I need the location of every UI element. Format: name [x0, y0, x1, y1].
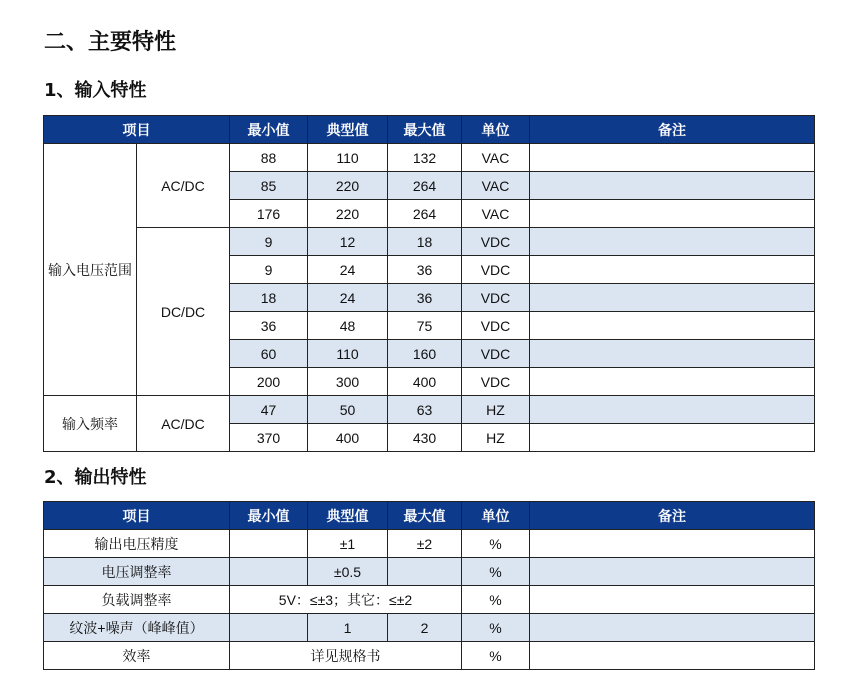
ac-dc-label: AC/DC: [137, 144, 230, 228]
section-heading-output: 2、输出特性: [44, 467, 147, 488]
cell-max: 264: [388, 200, 462, 228]
header-unit: 单位: [462, 116, 530, 144]
header-max: 最大值: [388, 116, 462, 144]
cell-max: 400: [388, 368, 462, 396]
output-characteristics-table: [43, 501, 815, 670]
cell-note: [530, 530, 815, 558]
cell-min: 85: [230, 172, 308, 200]
cell-typ: 300: [308, 368, 388, 396]
cell-max: [388, 558, 462, 586]
cell-max: 36: [388, 284, 462, 312]
cell-min: 9: [230, 228, 308, 256]
header-max: 最大值: [388, 502, 462, 530]
cell-typ: 24: [308, 284, 388, 312]
cell-max: 2: [388, 614, 462, 642]
cell-unit: VDC: [462, 340, 530, 368]
cell-note: [530, 368, 815, 396]
header-unit: 单位: [462, 502, 530, 530]
cell-unit: %: [462, 586, 530, 614]
cell-merged-values: 5V：≤±3；其它：≤±2: [230, 586, 462, 614]
cell-min: 176: [230, 200, 308, 228]
header-typ: 典型值: [308, 502, 388, 530]
cell-item: 效率: [44, 642, 230, 670]
header-note: 备注: [530, 502, 815, 530]
cell-note: [530, 396, 815, 424]
cell-min: 18: [230, 284, 308, 312]
cell-min: [230, 614, 308, 642]
table-row: [44, 558, 815, 586]
cell-max: 132: [388, 144, 462, 172]
cell-note: [530, 144, 815, 172]
cell-min: [230, 530, 308, 558]
cell-note: [530, 284, 815, 312]
cell-note: [530, 256, 815, 284]
cell-typ: 50: [308, 396, 388, 424]
cell-note: [530, 642, 815, 670]
cell-note: [530, 200, 815, 228]
cell-note: [530, 228, 815, 256]
cell-unit: %: [462, 558, 530, 586]
freq-type-label: AC/DC: [137, 396, 230, 452]
cell-typ: 24: [308, 256, 388, 284]
cell-unit: VDC: [462, 284, 530, 312]
cell-typ: 110: [308, 144, 388, 172]
table-row: [44, 396, 815, 424]
cell-item: 负载调整率: [44, 586, 230, 614]
cell-typ: 110: [308, 340, 388, 368]
cell-typ: 400: [308, 424, 388, 452]
cell-min: 370: [230, 424, 308, 452]
cell-min: [230, 558, 308, 586]
cell-note: [530, 424, 815, 452]
cell-item: 纹波+噪声（峰峰值）: [44, 614, 230, 642]
table-header-row: [44, 502, 815, 530]
cell-unit: VAC: [462, 172, 530, 200]
cell-note: [530, 172, 815, 200]
cell-item: 输出电压精度: [44, 530, 230, 558]
header-min: 最小值: [230, 502, 308, 530]
cell-note: [530, 558, 815, 586]
header-item: 项目: [44, 502, 230, 530]
dc-dc-label: DC/DC: [137, 228, 230, 396]
cell-unit: %: [462, 614, 530, 642]
cell-typ: 48: [308, 312, 388, 340]
header-typ: 典型值: [308, 116, 388, 144]
cell-max: 160: [388, 340, 462, 368]
table-row: [44, 642, 815, 670]
cell-max: 430: [388, 424, 462, 452]
cell-unit: %: [462, 530, 530, 558]
cell-max: 75: [388, 312, 462, 340]
page-title: 二、主要特性: [44, 30, 177, 55]
cell-typ: ±0.5: [308, 558, 388, 586]
cell-unit: VAC: [462, 144, 530, 172]
table-row: [44, 228, 815, 256]
section-heading-input: 1、输入特性: [44, 80, 147, 101]
cell-max: 63: [388, 396, 462, 424]
cell-note: [530, 586, 815, 614]
cell-max: 18: [388, 228, 462, 256]
cell-typ: 220: [308, 172, 388, 200]
cell-min: 60: [230, 340, 308, 368]
cell-max: 264: [388, 172, 462, 200]
cell-min: 9: [230, 256, 308, 284]
cell-note: [530, 614, 815, 642]
cell-unit: VDC: [462, 256, 530, 284]
cell-max: 36: [388, 256, 462, 284]
cell-typ: 1: [308, 614, 388, 642]
header-item: 项目: [44, 116, 230, 144]
input-voltage-range-label: 输入电压范围: [44, 144, 137, 396]
cell-typ: 220: [308, 200, 388, 228]
header-note: 备注: [530, 116, 815, 144]
cell-unit: %: [462, 642, 530, 670]
cell-unit: VAC: [462, 200, 530, 228]
cell-min: 47: [230, 396, 308, 424]
header-min: 最小值: [230, 116, 308, 144]
table-row: [44, 614, 815, 642]
table-row: [44, 586, 815, 614]
cell-unit: HZ: [462, 424, 530, 452]
table-row: [44, 144, 815, 172]
input-frequency-label: 输入频率: [44, 396, 137, 452]
cell-min: 36: [230, 312, 308, 340]
table-row: [44, 530, 815, 558]
cell-min: 88: [230, 144, 308, 172]
cell-typ: ±1: [308, 530, 388, 558]
cell-max: ±2: [388, 530, 462, 558]
cell-item: 电压调整率: [44, 558, 230, 586]
cell-note: [530, 312, 815, 340]
cell-typ: 12: [308, 228, 388, 256]
input-characteristics-table: [43, 115, 815, 452]
table-header-row: [44, 116, 815, 144]
cell-merged-values: 详见规格书: [230, 642, 462, 670]
cell-min: 200: [230, 368, 308, 396]
cell-unit: VDC: [462, 312, 530, 340]
cell-unit: VDC: [462, 368, 530, 396]
cell-unit: VDC: [462, 228, 530, 256]
cell-note: [530, 340, 815, 368]
cell-unit: HZ: [462, 396, 530, 424]
